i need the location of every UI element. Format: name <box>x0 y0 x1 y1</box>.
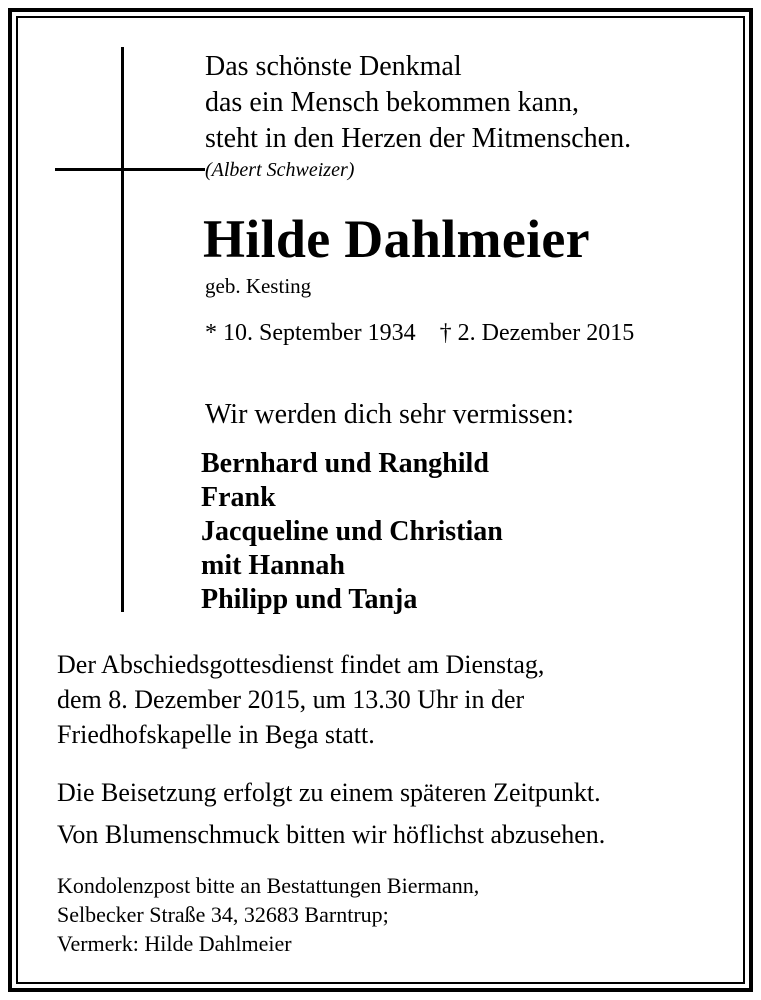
mourner-line: Frank <box>201 482 276 513</box>
condolence-line-2: Selbecker Straße 34, 32683 Barntrup; <box>57 902 389 927</box>
cross-icon-vertical <box>121 47 124 612</box>
quote-author: (Albert Schweizer) <box>205 159 355 181</box>
quote-line-3: steht in den Herzen der Mitmenschen. <box>205 123 632 154</box>
condolence-line-1: Kondolenzpost bitte an Bestattungen Biermann, <box>57 873 480 898</box>
mourner-line: mit Hannah <box>201 550 345 581</box>
death-date: † 2. Dezember 2015 <box>439 320 635 346</box>
birth-date: * 10. September 1934 <box>205 320 416 346</box>
mourner-line: Jacqueline und Christian <box>201 516 503 547</box>
service-line-2: dem 8. Dezember 2015, um 13.30 Uhr in der <box>57 685 525 714</box>
quote-line-1: Das schönste Denkmal <box>205 51 462 82</box>
service-line-3: Friedhofskapelle in Bega statt. <box>57 720 375 749</box>
mourner-line: Bernhard und Ranghild <box>201 448 489 479</box>
flowers-notice: Von Blumenschmuck bitten wir höflichst abzusehen. <box>57 820 606 849</box>
deceased-name: Hilde Dahlmeier <box>203 209 590 269</box>
farewell-text: Wir werden dich sehr vermissen: <box>205 399 574 430</box>
cross-icon-horizontal <box>55 168 205 171</box>
quote-line-2: das ein Mensch bekommen kann, <box>205 87 580 118</box>
service-line-1: Der Abschiedsgottesdienst findet am Dienstag, <box>57 650 545 679</box>
life-dates <box>205 321 634 345</box>
condolence-line-3: Vermerk: Hilde Dahlmeier <box>57 931 292 956</box>
burial-notice: Die Beisetzung erfolgt zu einem späteren Zeitpunkt. <box>57 778 601 807</box>
birth-name: geb. Kesting <box>205 274 312 298</box>
mourner-line: Philipp und Tanja <box>201 584 418 615</box>
